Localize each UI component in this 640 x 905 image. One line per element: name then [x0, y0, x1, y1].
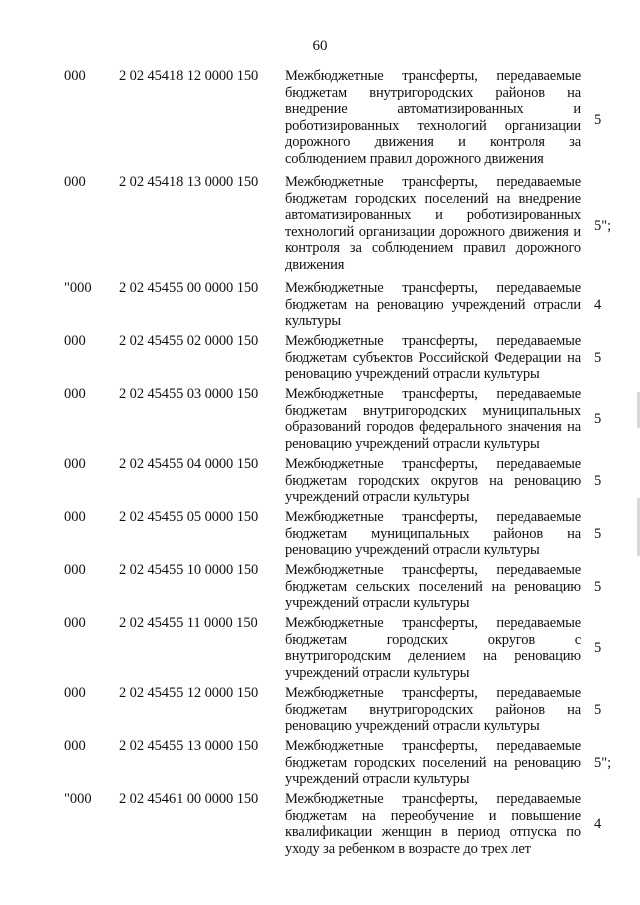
value-cell: 5 [594, 526, 602, 542]
budget-code-cell: 2 02 45455 12 0000 150 [119, 685, 259, 701]
table-row [0, 685, 640, 738]
description-cell: Межбюджетные трансферты, передаваемые бюджетам сельских поселений на реновацию учреждений отрасли культуры [285, 562, 581, 611]
budget-code-cell: 2 02 45455 02 0000 150 [119, 333, 259, 349]
value-cell: 5 [594, 473, 602, 489]
table-row [0, 562, 640, 615]
description-cell: Межбюджетные трансферты, передаваемые бюджетам внутригородских муниципальных образований городов федерального значения на реновацию учреждений отрасли культуры [285, 386, 581, 452]
admin-code-cell: "000 [64, 280, 92, 296]
budget-code-cell: 2 02 45455 10 0000 150 [119, 562, 259, 578]
value-cell: 4 [594, 816, 602, 832]
value-cell: 5"; [594, 218, 612, 234]
description-cell: Межбюджетные трансферты, передаваемые бюджетам муниципальных районов на реновацию учреждений отрасли культуры [285, 509, 581, 558]
budget-code-cell: 2 02 45455 04 0000 150 [119, 456, 259, 472]
value-cell: 5 [594, 112, 602, 128]
table-row [0, 68, 640, 174]
description-cell: Межбюджетные трансферты, передаваемые бюджетам на реновацию учреждений отрасли культуры [285, 280, 581, 329]
table-row [0, 174, 640, 280]
admin-code-cell: 000 [64, 615, 86, 631]
admin-code-cell: "000 [64, 791, 92, 807]
table-row [0, 509, 640, 562]
admin-code-cell: 000 [64, 174, 86, 190]
admin-code-cell: 000 [64, 738, 86, 754]
document-table [0, 68, 640, 861]
budget-code-cell: 2 02 45455 03 0000 150 [119, 386, 259, 402]
description-cell: Межбюджетные трансферты, передаваемые бюджетам субъектов Российской Федерации на реновацию учреждений отрасли культуры [285, 333, 581, 382]
admin-code-cell: 000 [64, 456, 86, 472]
description-cell: Межбюджетные трансферты, передаваемые бюджетам внутригородских районов на реновацию учреждений отрасли культуры [285, 685, 581, 734]
description-cell: Межбюджетные трансферты, передаваемые бюджетам городских поселений на внедрение автоматизированных и роботизированных технологий организации дорожного движения и контроля за соблюдением правил дорожного движения [285, 174, 581, 273]
value-cell: 5 [594, 579, 602, 595]
description-cell: Межбюджетные трансферты, передаваемые бюджетам городских округов на реновацию учреждений отрасли культуры [285, 456, 581, 505]
value-cell: 5 [594, 702, 602, 718]
budget-code-cell: 2 02 45418 12 0000 150 [119, 68, 259, 84]
admin-code-cell: 000 [64, 509, 86, 525]
budget-code-cell: 2 02 45461 00 0000 150 [119, 791, 259, 807]
table-row [0, 738, 640, 791]
admin-code-cell: 000 [64, 562, 86, 578]
budget-code-cell: 2 02 45418 13 0000 150 [119, 174, 259, 190]
value-cell: 5"; [594, 755, 612, 771]
table-row [0, 615, 640, 685]
admin-code-cell: 000 [64, 68, 86, 84]
table-row [0, 280, 640, 333]
budget-code-cell: 2 02 45455 13 0000 150 [119, 738, 259, 754]
table-row [0, 456, 640, 509]
description-cell: Межбюджетные трансферты, передаваемые бюджетам городских округов с внутригородским делением на реновацию учреждений отрасли культуры [285, 615, 581, 681]
page-number: 60 [312, 38, 328, 54]
description-cell: Межбюджетные трансферты, передаваемые бюджетам городских поселений на реновацию учреждений отрасли культуры [285, 738, 581, 787]
table-row [0, 386, 640, 456]
admin-code-cell: 000 [64, 333, 86, 349]
value-cell: 5 [594, 411, 602, 427]
budget-code-cell: 2 02 45455 11 0000 150 [119, 615, 258, 631]
budget-code-cell: 2 02 45455 00 0000 150 [119, 280, 259, 296]
value-cell: 4 [594, 297, 602, 313]
table-row [0, 791, 640, 861]
description-cell: Межбюджетные трансферты, передаваемые бюджетам на переобучение и повышение квалификации женщин в период отпуска по уходу за ребенком в возрасте до трех лет [285, 791, 581, 857]
value-cell: 5 [594, 640, 602, 656]
budget-code-cell: 2 02 45455 05 0000 150 [119, 509, 259, 525]
admin-code-cell: 000 [64, 386, 86, 402]
table-row [0, 333, 640, 386]
value-cell: 5 [594, 350, 602, 366]
admin-code-cell: 000 [64, 685, 86, 701]
description-cell: Межбюджетные трансферты, передаваемые бюджетам внутригородских районов на внедрение автоматизированных и роботизированных технологий организации дорожного движения и контроля за соблюдением правил дорожного движения [285, 68, 581, 167]
